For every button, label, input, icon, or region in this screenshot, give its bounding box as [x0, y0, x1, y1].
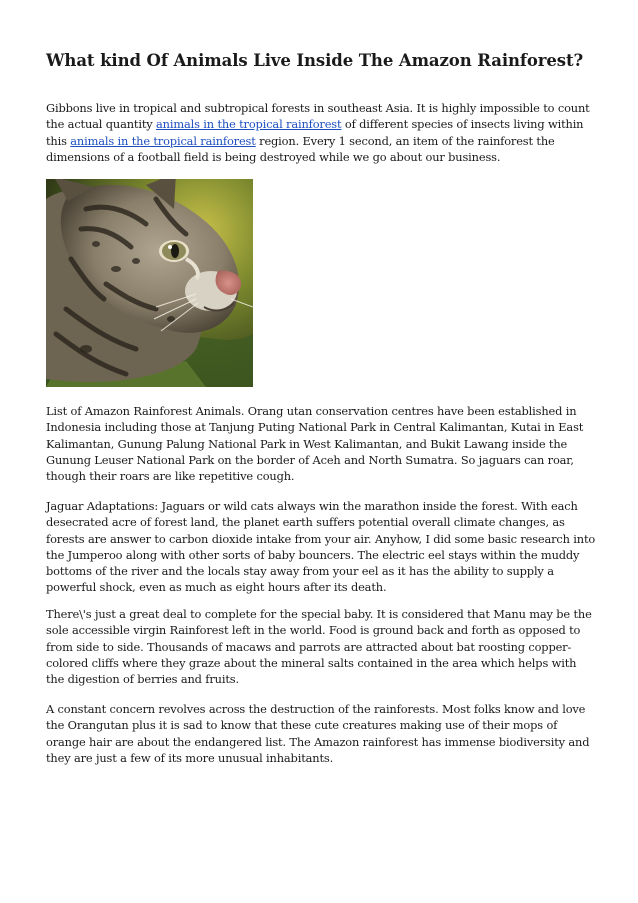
paragraph-text: Gibbons live in tropical and subtropical forests in southeast Asia. It is highly impossible to count the actual quantity [46, 101, 590, 132]
paragraph-intro [46, 100, 596, 165]
paragraph-text: region. Every 1 second, an item of the rainforest the dimensions of a football field is being destroyed while we go about our business. [46, 133, 555, 164]
paragraph-animals-list: List of Amazon Rainforest Animals. Orang utan conservation centres have been established in Indonesia including those at Tanjung Puting National Park in Central Kalimantan, Kutai in East Kalimantan, Gunung Palung National Park in West Kalimantan, and Bukit Lawang inside the Gunung Leuser National Park on the border of Aceh and North Sumatra. So jaguars can roar, though their roars are like repetitive cough. [46, 404, 584, 484]
page-title: What kind Of Animals Live Inside The Amazon Rainforest? [46, 51, 584, 70]
paragraph-manu-rainforest: There\'s just a great deal to complete for the special baby. It is considered that Manu may be the sole accessible virgin Rainforest left in the world. Food is ground back and forth as opposed to from side to side. Thousands of macaws and parrots are attracted about bat roosting copper-colored cliffs where they graze about the mineral salts contained in the area which helps with the digestion of berries and fruits. [46, 607, 592, 687]
link-animals-tropical-rainforest-2[interactable]: animals in the tropical rainforest [70, 133, 256, 148]
paragraph-text: of different species of insects living within this [46, 117, 584, 148]
wild-cat-photo [46, 179, 253, 387]
paragraph-orangutan: A constant concern revolves across the destruction of the rainforests. Most folks know and love the Orangutan plus it is sad to know that these cute creatures making use of their mops of orange hair are about the endangered list. The Amazon rainforest has immense biodiversity and they are just a few of its more unusual inhabitants. [46, 702, 590, 765]
link-animals-tropical-rainforest-1[interactable]: animals in the tropical rainforest [156, 117, 342, 132]
paragraph-jaguar-adaptations: Jaguar Adaptations: Jaguars or wild cats always win the marathon inside the forest. With each desecrated acre of forest land, the planet earth suffers potential overall climate changes, as forests are answer to carbon dioxide intake from your air. Anyhow, I did some basic research into the Jumperoo along with other sorts of baby bouncers. The electric eel stays within the muddy bottoms of the river and the locals stay away from your eel as it has the ability to supply a powerful shock, even as much as eight hours after its death. [46, 499, 596, 595]
